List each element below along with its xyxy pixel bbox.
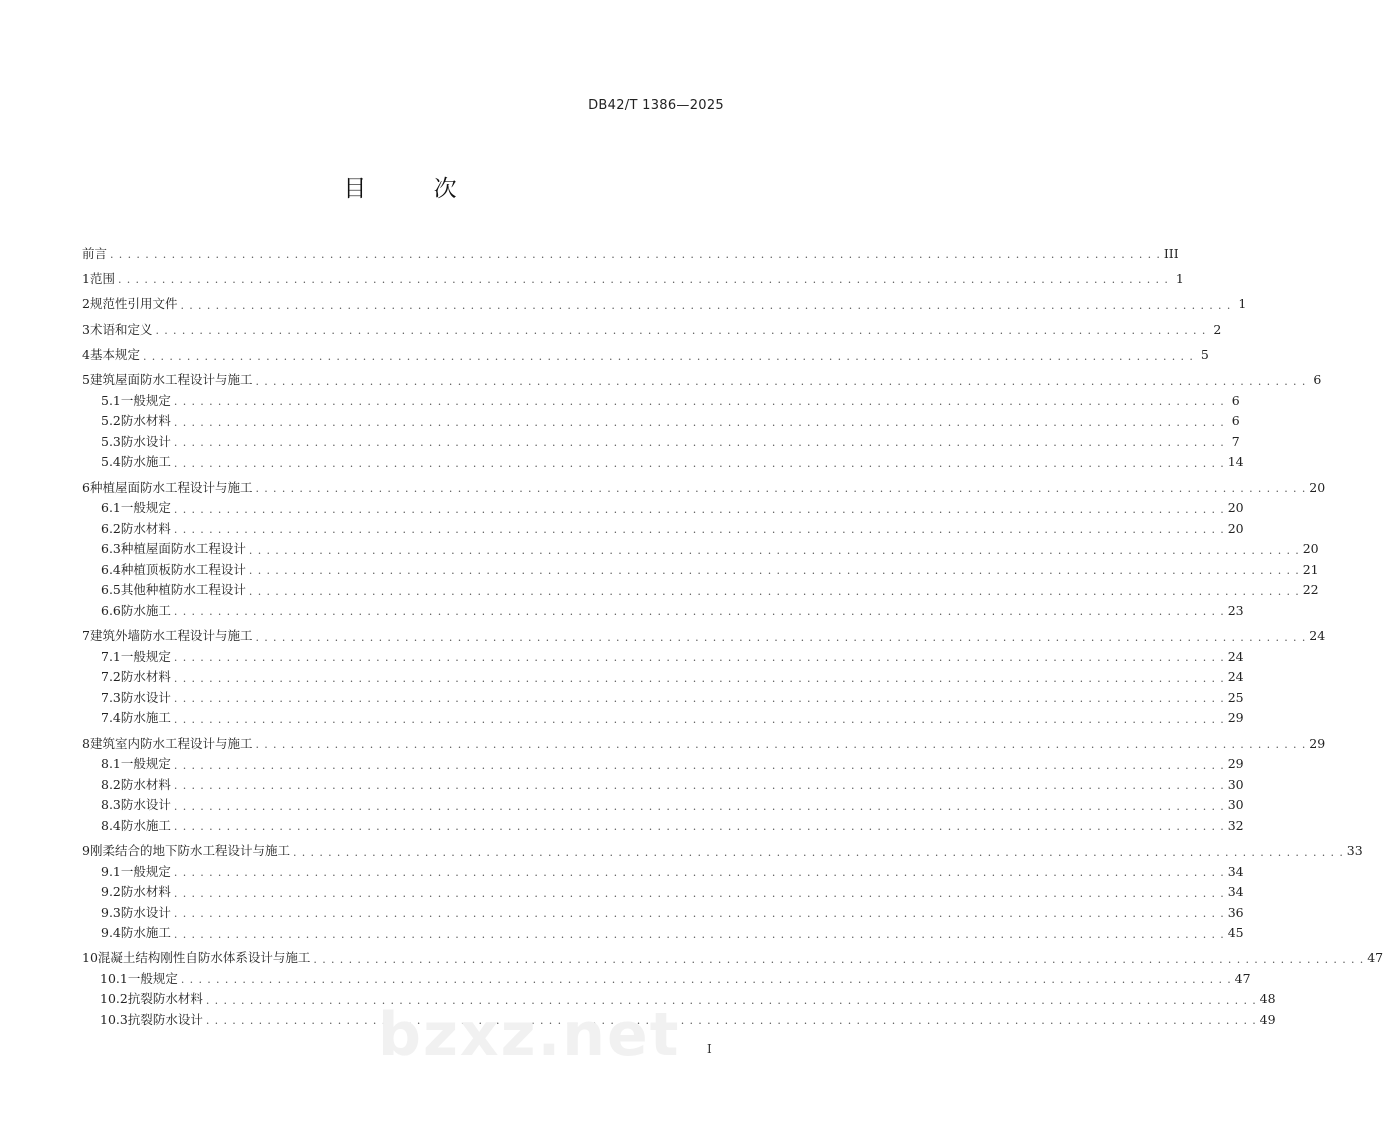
toc-entry-number: 9.3	[101, 904, 121, 920]
toc-leader-dots: . . . . . . . . . . . . . . . . . . . . . . . . . . . . . . . . . . . . . . . . . . . . . . . . . . . . . . . . . . . . . . . . . . . . . . . . . . . . . . . . . . . . . . . . . . . . . . . . . . . . . . . . . . . . . . . . . . . . . . . .	[173, 415, 1225, 429]
toc-entry-number: 8.3	[101, 797, 121, 813]
toc-entry-label: 混凝土结构刚性自防水体系设计与施工	[97, 950, 311, 966]
toc-entry-page: 29	[1227, 710, 1244, 726]
toc-entry-label: 抗裂防水材料	[127, 991, 203, 1007]
toc-section-entry[interactable]	[82, 643, 1244, 665]
toc-leader-dots: . . . . . . . . . . . . . . . . . . . . . . . . . . . . . . . . . . . . . . . . . . . . . . . . . . . . . . . . . . . . . . . . . . . . . . . . . . . . . . . . . . . . . . . . . . . . . . . . . . . . . . . . . . . . . . . . . . . . . . . .	[173, 799, 1225, 813]
toc-entry-page: 33	[1346, 843, 1363, 859]
toc-entry-label: 抗裂防水设计	[127, 1011, 203, 1027]
toc-leader-dots: . . . . . . . . . . . . . . . . . . . . . . . . . . . . . . . . . . . . . . . . . . . . . . . . . . . . . . . . . . . . . . . . . . . . . . . . . . . . . . . . . . . . . . . . . . . . . . . . . . . . . . . . . . . . . . . . . . . . . . . .	[155, 324, 1207, 338]
toc-entry-label: 防水施工	[120, 602, 171, 618]
toc-entry-number: 8.2	[101, 776, 121, 792]
toc-chapter-entry[interactable]	[82, 316, 1222, 338]
toc-entry-label: 建筑室内防水工程设计与施工	[89, 735, 253, 751]
toc-leader-dots: . . . . . . . . . . . . . . . . . . . . . . . . . . . . . . . . . . . . . . . . . . . . . . . . . . . . . . . . . . . . . . . . . . . . . . . . . . . . . . . . . . . . . . . . . . . . . . . . . . . . . . . . . . . . . . . . . . . . . . . .	[205, 1014, 1257, 1028]
toc-entry-page: 30	[1227, 776, 1244, 792]
toc-list	[82, 240, 1383, 1028]
toc-entry-label: 一般规定	[120, 392, 171, 408]
toc-leader-dots: . . . . . . . . . . . . . . . . . . . . . . . . . . . . . . . . . . . . . . . . . . . . . . . . . . . . . . . . . . . . . . . . . . . . . . . . . . . . . . . . . . . . . . . . . . . . . . . . . . . . . . . . . . . . . . . . . . . . . . . .	[255, 738, 1307, 752]
toc-section-entry[interactable]	[82, 663, 1244, 685]
toc-entry-label: 防水施工	[120, 817, 171, 833]
toc-leader-dots: . . . . . . . . . . . . . . . . . . . . . . . . . . . . . . . . . . . . . . . . . . . . . . . . . . . . . . . . . . . . . . . . . . . . . . . . . . . . . . . . . . . . . . . . . . . . . . . . . . . . . . . . . . . . . . . . . . . . . . . .	[248, 543, 1300, 557]
toc-leader-dots: . . . . . . . . . . . . . . . . . . . . . . . . . . . . . . . . . . . . . . . . . . . . . . . . . . . . . . . . . . . . . . . . . . . . . . . . . . . . . . . . . . . . . . . . . . . . . . . . . . . . . . . . . . . . . . . . . . . . . . . .	[173, 436, 1225, 450]
toc-chapter-entry[interactable]	[82, 240, 1179, 261]
toc-entry-label: 一般规定	[120, 756, 171, 772]
toc-entry-number: 6.4	[101, 561, 121, 577]
toc-leader-dots: . . . . . . . . . . . . . . . . . . . . . . . . . . . . . . . . . . . . . . . . . . . . . . . . . . . . . . . . . . . . . . . . . . . . . . . . . . . . . . . . . . . . . . . . . . . . . . . . . . . . . . . . . . . . . . . . . . . . . . . .	[248, 584, 1300, 598]
toc-entry-label: 刚柔结合的地下防水工程设计与施工	[89, 843, 290, 859]
toc-leader-dots: . . . . . . . . . . . . . . . . . . . . . . . . . . . . . . . . . . . . . . . . . . . . . . . . . . . . . . . . . . . . . . . . . . . . . . . . . . . . . . . . . . . . . . . . . . . . . . . . . . . . . . . . . . . . . . . . . . . . . . . .	[173, 502, 1225, 516]
toc-entry-number: 9.4	[101, 925, 121, 941]
toc-entry-label: 建筑屋面防水工程设计与施工	[89, 372, 253, 388]
toc-entry-label: 其他种植防水工程设计	[120, 582, 246, 598]
toc-entry-label: 防水设计	[120, 797, 171, 813]
toc-section-entry[interactable]	[82, 494, 1244, 516]
table-of-contents	[82, 240, 1383, 1028]
toc-leader-dots: . . . . . . . . . . . . . . . . . . . . . . . . . . . . . . . . . . . . . . . . . . . . . . . . . . . . . . . . . . . . . . . . . . . . . . . . . . . . . . . . . . . . . . . . . . . . . . . . . . . . . . . . . . . . . . . . . . . . . . . .	[173, 712, 1225, 726]
toc-leader-dots: . . . . . . . . . . . . . . . . . . . . . . . . . . . . . . . . . . . . . . . . . . . . . . . . . . . . . . . . . . . . . . . . . . . . . . . . . . . . . . . . . . . . . . . . . . . . . . . . . . . . . . . . . . . . . . . . . . . . . . . .	[173, 651, 1225, 665]
page-folio: I	[707, 1042, 712, 1056]
toc-section-entry[interactable]	[82, 965, 1251, 987]
toc-entry-page: 1	[1175, 270, 1184, 286]
toc-entry-number: 4	[82, 347, 90, 363]
toc-entry-label: 建筑外墙防水工程设计与施工	[89, 628, 253, 644]
toc-entry-page: 24	[1227, 669, 1244, 685]
toc-entry-page: 24	[1227, 648, 1244, 664]
toc-leader-dots: . . . . . . . . . . . . . . . . . . . . . . . . . . . . . . . . . . . . . . . . . . . . . . . . . . . . . . . . . . . . . . . . . . . . . . . . . . . . . . . . . . . . . . . . . . . . . . . . . . . . . . . . . . . . . . . . . . . . . . . .	[173, 779, 1225, 793]
toc-chapter-entry[interactable]	[82, 623, 1326, 644]
toc-leader-dots: . . . . . . . . . . . . . . . . . . . . . . . . . . . . . . . . . . . . . . . . . . . . . . . . . . . . . . . . . . . . . . . . . . . . . . . . . . . . . . . . . . . . . . . . . . . . . . . . . . . . . . . . . . . . . . . . . . . . . . . .	[173, 523, 1225, 537]
toc-leader-dots: . . . . . . . . . . . . . . . . . . . . . . . . . . . . . . . . . . . . . . . . . . . . . . . . . . . . . . . . . . . . . . . . . . . . . . . . . . . . . . . . . . . . . . . . . . . . . . . . . . . . . . . . . . . . . . . . . . . . . . . .	[173, 886, 1225, 900]
toc-entry-number: 1	[82, 270, 90, 286]
toc-entry-number: 5.4	[101, 454, 121, 470]
toc-entry-number: 5.3	[101, 433, 121, 449]
toc-entry-number: 3	[82, 321, 90, 337]
toc-section-entry[interactable]	[82, 448, 1244, 470]
toc-entry-page: 20	[1227, 520, 1244, 536]
toc-entry-page: 49	[1259, 1011, 1276, 1027]
toc-entry-number: 10.2	[100, 991, 128, 1007]
toc-entry-page: 21	[1302, 561, 1319, 577]
toc-section-entry[interactable]	[82, 878, 1244, 900]
toc-entry-label: 术语和定义	[89, 321, 153, 337]
toc-entry-page: 36	[1227, 904, 1244, 920]
toc-entry-label: 种植顶板防水工程设计	[120, 561, 246, 577]
toc-entry-page: 24	[1309, 628, 1326, 644]
toc-entry-number: 6.6	[101, 602, 121, 618]
toc-entry-label: 一般规定	[120, 648, 171, 664]
toc-entry-number: 5	[82, 372, 90, 388]
toc-entry-page: 32	[1227, 817, 1244, 833]
toc-section-entry[interactable]	[82, 576, 1319, 598]
toc-section-entry[interactable]	[82, 597, 1244, 619]
toc-chapter-entry[interactable]	[82, 474, 1326, 496]
toc-entry-page: 47	[1234, 970, 1251, 986]
toc-entry-page: 45	[1227, 925, 1244, 941]
toc-entry-label: 范围	[89, 270, 115, 286]
toc-entry-label: 一般规定	[120, 863, 171, 879]
toc-entry-label: 种植屋面防水工程设计与施工	[89, 479, 253, 495]
toc-section-entry[interactable]	[82, 791, 1244, 813]
toc-entry-number: 10	[82, 950, 98, 966]
toc-entry-page: 34	[1227, 884, 1244, 900]
toc-entry-label: 防水设计	[120, 433, 171, 449]
toc-entry-number: 2	[82, 296, 90, 312]
toc-entry-label: 防水材料	[120, 520, 171, 536]
toc-entry-label: 防水材料	[120, 884, 171, 900]
toc-leader-dots: . . . . . . . . . . . . . . . . . . . . . . . . . . . . . . . . . . . . . . . . . . . . . . . . . . . . . . . . . . . . . . . . . . . . . . . . . . . . . . . . . . . . . . . . . . . . . . . . . . . . . . . . . . . . . . . . . . . . . . . .	[110, 248, 1161, 261]
toc-leader-dots: . . . . . . . . . . . . . . . . . . . . . . . . . . . . . . . . . . . . . . . . . . . . . . . . . . . . . . . . . . . . . . . . . . . . . . . . . . . . . . . . . . . . . . . . . . . . . . . . . . . . . . . . . . . . . . . . . . . . . . . .	[292, 845, 1344, 859]
toc-section-entry[interactable]	[82, 535, 1319, 557]
toc-chapter-entry[interactable]	[82, 730, 1326, 752]
toc-chapter-entry[interactable]	[82, 838, 1363, 859]
toc-entry-label: 防水施工	[120, 454, 171, 470]
toc-leader-dots: . . . . . . . . . . . . . . . . . . . . . . . . . . . . . . . . . . . . . . . . . . . . . . . . . . . . . . . . . . . . . . . . . . . . . . . . . . . . . . . . . . . . . . . . . . . . . . . . . . . . . . . . . . . . . . . . . . . . . . . .	[255, 374, 1307, 388]
toc-leader-dots: . . . . . . . . . . . . . . . . . . . . . . . . . . . . . . . . . . . . . . . . . . . . . . . . . . . . . . . . . . . . . . . . . . . . . . . . . . . . . . . . . . . . . . . . . . . . . . . . . . . . . . . . . . . . . . . . . . . . . . . .	[173, 605, 1225, 619]
toc-entry-label: 防水设计	[120, 689, 171, 705]
toc-leader-dots: . . . . . . . . . . . . . . . . . . . . . . . . . . . . . . . . . . . . . . . . . . . . . . . . . . . . . . . . . . . . . . . . . . . . . . . . . . . . . . . . . . . . . . . . . . . . . . . . . . . . . . . . . . . . . . . . . . . . . . . .	[313, 952, 1365, 966]
toc-entry-number: 7.1	[101, 648, 121, 664]
toc-leader-dots: . . . . . . . . . . . . . . . . . . . . . . . . . . . . . . . . . . . . . . . . . . . . . . . . . . . . . . . . . . . . . . . . . . . . . . . . . . . . . . . . . . . . . . . . . . . . . . . . . . . . . . . . . . . . . . . . . . . . . . . .	[255, 482, 1307, 496]
toc-entry-page: 22	[1302, 582, 1319, 598]
toc-entry-number: 9	[82, 843, 90, 859]
toc-leader-dots: . . . . . . . . . . . . . . . . . . . . . . . . . . . . . . . . . . . . . . . . . . . . . . . . . . . . . . . . . . . . . . . . . . . . . . . . . . . . . . . . . . . . . . . . . . . . . . . . . . . . . . . . . . . . . . . . . . . . . . . .	[173, 671, 1225, 685]
toc-entry-number: 7.3	[101, 689, 121, 705]
toc-section-entry[interactable]	[82, 858, 1244, 880]
toc-leader-dots: . . . . . . . . . . . . . . . . . . . . . . . . . . . . . . . . . . . . . . . . . . . . . . . . . . . . . . . . . . . . . . . . . . . . . . . . . . . . . . . . . . . . . . . . . . . . . . . . . . . . . . . . . . . . . . . . . . . . . . . .	[180, 973, 1232, 987]
document-code: DB42/T 1386—2025	[588, 98, 724, 113]
toc-entry-page: 5	[1200, 347, 1209, 363]
toc-entry-page: 1	[1238, 296, 1247, 312]
toc-entry-number: 7	[82, 628, 90, 644]
toc-entry-label: 防水施工	[120, 925, 171, 941]
toc-section-entry[interactable]	[82, 899, 1244, 921]
toc-leader-dots: . . . . . . . . . . . . . . . . . . . . . . . . . . . . . . . . . . . . . . . . . . . . . . . . . . . . . . . . . . . . . . . . . . . . . . . . . . . . . . . . . . . . . . . . . . . . . . . . . . . . . . . . . . . . . . . . . . . . . . . .	[173, 927, 1225, 941]
toc-section-entry[interactable]	[82, 407, 1240, 429]
toc-entry-page: 6	[1231, 392, 1240, 408]
watermark: bzxz.net	[378, 1000, 681, 1070]
toc-entry-page: 34	[1227, 863, 1244, 879]
toc-leader-dots: . . . . . . . . . . . . . . . . . . . . . . . . . . . . . . . . . . . . . . . . . . . . . . . . . . . . . . . . . . . . . . . . . . . . . . . . . . . . . . . . . . . . . . . . . . . . . . . . . . . . . . . . . . . . . . . . . . . . . . . .	[173, 456, 1225, 470]
toc-leader-dots: . . . . . . . . . . . . . . . . . . . . . . . . . . . . . . . . . . . . . . . . . . . . . . . . . . . . . . . . . . . . . . . . . . . . . . . . . . . . . . . . . . . . . . . . . . . . . . . . . . . . . . . . . . . . . . . . . . . . . . . .	[248, 564, 1300, 578]
toc-entry-page: 30	[1227, 797, 1244, 813]
toc-section-entry[interactable]	[82, 428, 1240, 450]
toc-chapter-entry[interactable]	[82, 342, 1209, 363]
toc-entry-number: 6.3	[101, 541, 121, 557]
toc-entry-page: III	[1163, 245, 1179, 261]
toc-section-entry[interactable]	[82, 387, 1240, 409]
toc-entry-number: 6.1	[101, 500, 121, 516]
toc-entry-page: 20	[1302, 541, 1319, 557]
toc-entry-label: 基本规定	[89, 347, 140, 363]
toc-entry-number: 5.1	[101, 392, 121, 408]
toc-section-entry[interactable]	[82, 684, 1244, 706]
toc-entry-page: 7	[1231, 433, 1240, 449]
toc-entry-page: 14	[1227, 454, 1244, 470]
toc-entry-label: 前言	[82, 245, 108, 261]
toc-entry-label: 种植屋面防水工程设计	[120, 541, 246, 557]
toc-section-entry[interactable]	[82, 771, 1244, 793]
toc-entry-page: 25	[1227, 689, 1244, 705]
toc-entry-number: 10.3	[100, 1011, 128, 1027]
toc-entry-number: 8.4	[101, 817, 121, 833]
toc-entry-number: 6.5	[101, 582, 121, 598]
toc-entry-number: 8.1	[101, 756, 121, 772]
toc-leader-dots: . . . . . . . . . . . . . . . . . . . . . . . . . . . . . . . . . . . . . . . . . . . . . . . . . . . . . . . . . . . . . . . . . . . . . . . . . . . . . . . . . . . . . . . . . . . . . . . . . . . . . . . . . . . . . . . . . . . . . . . .	[173, 692, 1225, 706]
toc-entry-page: 6	[1313, 372, 1322, 388]
toc-leader-dots: . . . . . . . . . . . . . . . . . . . . . . . . . . . . . . . . . . . . . . . . . . . . . . . . . . . . . . . . . . . . . . . . . . . . . . . . . . . . . . . . . . . . . . . . . . . . . . . . . . . . . . . . . . . . . . . . . . . . . . . .	[173, 395, 1225, 409]
toc-entry-number: 8	[82, 735, 90, 751]
toc-chapter-entry[interactable]	[82, 291, 1247, 312]
toc-entry-label: 防水材料	[120, 669, 171, 685]
toc-entry-label: 规范性引用文件	[89, 296, 178, 312]
toc-chapter-entry[interactable]	[82, 367, 1322, 388]
toc-leader-dots: . . . . . . . . . . . . . . . . . . . . . . . . . . . . . . . . . . . . . . . . . . . . . . . . . . . . . . . . . . . . . . . . . . . . . . . . . . . . . . . . . . . . . . . . . . . . . . . . . . . . . . . . . . . . . . . . . . . . . . . .	[173, 758, 1225, 772]
toc-entry-label: 防水设计	[120, 904, 171, 920]
toc-entry-page: 48	[1259, 991, 1276, 1007]
toc-entry-page: 20	[1227, 500, 1244, 516]
toc-leader-dots: . . . . . . . . . . . . . . . . . . . . . . . . . . . . . . . . . . . . . . . . . . . . . . . . . . . . . . . . . . . . . . . . . . . . . . . . . . . . . . . . . . . . . . . . . . . . . . . . . . . . . . . . . . . . . . . . . . . . . . . .	[117, 273, 1169, 287]
toc-entry-label: 一般规定	[127, 970, 178, 986]
toc-leader-dots: . . . . . . . . . . . . . . . . . . . . . . . . . . . . . . . . . . . . . . . . . . . . . . . . . . . . . . . . . . . . . . . . . . . . . . . . . . . . . . . . . . . . . . . . . . . . . . . . . . . . . . . . . . . . . . . . . . . . . . . .	[255, 630, 1307, 644]
toc-leader-dots: . . . . . . . . . . . . . . . . . . . . . . . . . . . . . . . . . . . . . . . . . . . . . . . . . . . . . . . . . . . . . . . . . . . . . . . . . . . . . . . . . . . . . . . . . . . . . . . . . . . . . . . . . . . . . . . . . . . . . . . .	[173, 907, 1225, 921]
toc-entry-page: 2	[1213, 321, 1222, 337]
toc-entry-number: 10.1	[100, 970, 128, 986]
toc-leader-dots: . . . . . . . . . . . . . . . . . . . . . . . . . . . . . . . . . . . . . . . . . . . . . . . . . . . . . . . . . . . . . . . . . . . . . . . . . . . . . . . . . . . . . . . . . . . . . . . . . . . . . . . . . . . . . . . . . . . . . . . .	[180, 298, 1232, 312]
toc-entry-number: 9.1	[101, 863, 121, 879]
toc-entry-label: 一般规定	[120, 500, 171, 516]
toc-leader-dots: . . . . . . . . . . . . . . . . . . . . . . . . . . . . . . . . . . . . . . . . . . . . . . . . . . . . . . . . . . . . . . . . . . . . . . . . . . . . . . . . . . . . . . . . . . . . . . . . . . . . . . . . . . . . . . . . . . . . . . . .	[205, 993, 1257, 1007]
toc-chapter-entry[interactable]	[82, 945, 1383, 966]
toc-chapter-entry[interactable]	[82, 265, 1184, 287]
toc-section-entry[interactable]	[82, 704, 1244, 726]
toc-entry-number: 7.2	[101, 669, 121, 685]
toc-leader-dots: . . . . . . . . . . . . . . . . . . . . . . . . . . . . . . . . . . . . . . . . . . . . . . . . . . . . . . . . . . . . . . . . . . . . . . . . . . . . . . . . . . . . . . . . . . . . . . . . . . . . . . . . . . . . . . . . . . . . . . . .	[173, 866, 1225, 880]
toc-entry-page: 6	[1231, 413, 1240, 429]
toc-entry-number: 5.2	[101, 413, 121, 429]
toc-entry-page: 20	[1309, 479, 1326, 495]
toc-section-entry[interactable]	[82, 812, 1244, 834]
toc-entry-label: 防水材料	[120, 413, 171, 429]
toc-entry-number: 6	[82, 479, 90, 495]
toc-entry-page: 29	[1309, 735, 1326, 751]
toc-entry-page: 47	[1367, 950, 1383, 966]
toc-leader-dots: . . . . . . . . . . . . . . . . . . . . . . . . . . . . . . . . . . . . . . . . . . . . . . . . . . . . . . . . . . . . . . . . . . . . . . . . . . . . . . . . . . . . . . . . . . . . . . . . . . . . . . . . . . . . . . . . . . . . . . . .	[142, 349, 1194, 363]
page-title: 目 次	[343, 176, 487, 202]
toc-entry-page: 29	[1227, 756, 1244, 772]
toc-entry-number: 7.4	[101, 710, 121, 726]
toc-entry-number: 6.2	[101, 520, 121, 536]
toc-entry-number: 9.2	[101, 884, 121, 900]
toc-section-entry[interactable]	[82, 515, 1244, 537]
toc-entry-label: 防水材料	[120, 776, 171, 792]
toc-section-entry[interactable]	[82, 556, 1319, 578]
toc-section-entry[interactable]	[82, 750, 1244, 772]
toc-entry-page: 23	[1227, 602, 1244, 618]
toc-section-entry[interactable]	[82, 919, 1244, 941]
toc-leader-dots: . . . . . . . . . . . . . . . . . . . . . . . . . . . . . . . . . . . . . . . . . . . . . . . . . . . . . . . . . . . . . . . . . . . . . . . . . . . . . . . . . . . . . . . . . . . . . . . . . . . . . . . . . . . . . . . . . . . . . . . .	[173, 820, 1225, 834]
toc-entry-label: 防水施工	[120, 710, 171, 726]
